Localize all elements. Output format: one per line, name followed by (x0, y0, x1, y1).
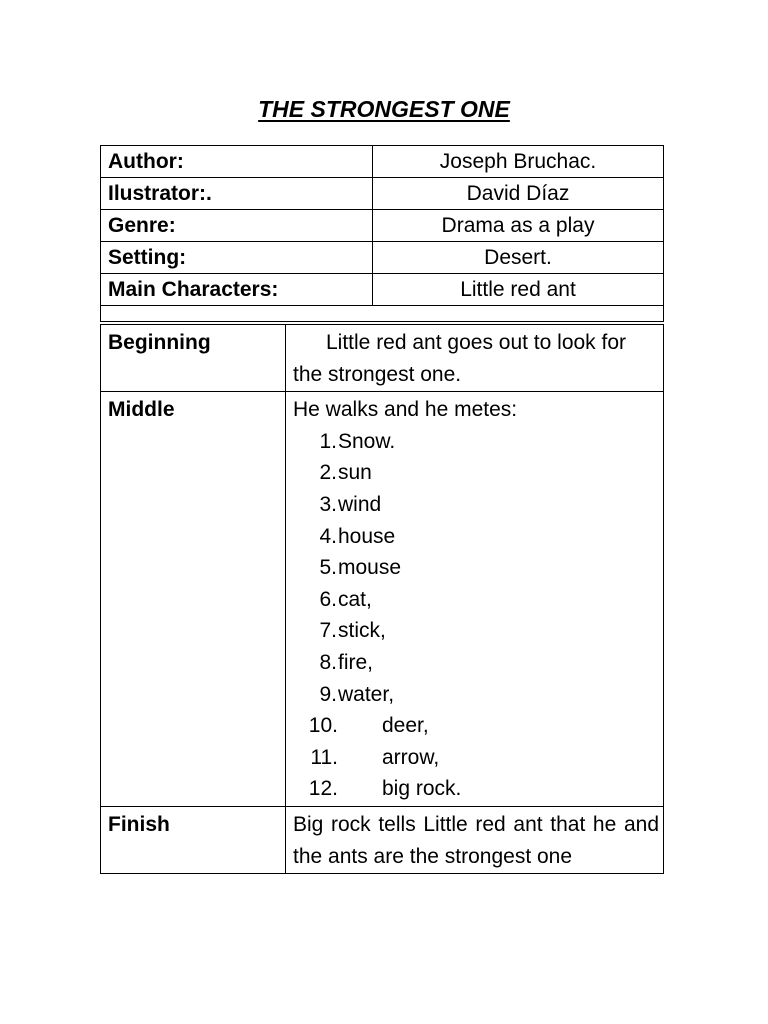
info-row-genre (101, 210, 664, 242)
list-number: 10. (308, 714, 338, 738)
story-label: Beginning (101, 325, 286, 392)
middle-content (286, 392, 664, 807)
list-item (293, 426, 659, 458)
info-row-author (101, 146, 664, 178)
info-label: Ilustrator:. (101, 178, 373, 210)
info-label: Author: (101, 146, 373, 178)
info-label: Setting: (101, 242, 373, 274)
list-text: mouse (338, 556, 402, 580)
list-number: 1. (319, 429, 337, 453)
list-text: fire, (338, 650, 374, 674)
story-row-beginning (101, 325, 664, 392)
list-text: house (338, 524, 396, 548)
info-label: Main Characters: (101, 274, 373, 306)
info-label: Genre: (101, 210, 373, 242)
story-label: Middle (101, 392, 286, 807)
info-row-setting (101, 242, 664, 274)
list-item (293, 742, 659, 774)
story-label: Finish (101, 806, 286, 873)
list-item (293, 584, 659, 616)
list-text: arrow, (382, 745, 440, 769)
list-number: 8. (319, 650, 337, 674)
empty-spacer-row (101, 306, 664, 322)
list-item (293, 679, 659, 711)
list-number: 4. (319, 524, 337, 548)
story-row-finish (101, 806, 664, 873)
list-number: 11. (310, 745, 338, 769)
list-number: 12. (308, 777, 338, 801)
info-value: David Díaz (373, 178, 664, 210)
list-item (293, 615, 659, 647)
list-item (293, 647, 659, 679)
list-number: 5. (319, 556, 337, 580)
list-item (293, 710, 659, 742)
list-text: Snow. (338, 429, 396, 453)
list-text: water, (338, 682, 395, 706)
list-number: 6. (319, 587, 337, 611)
story-structure-table (100, 324, 664, 874)
info-value: Joseph Bruchac. (373, 146, 664, 178)
book-info-table (100, 145, 664, 322)
list-item (293, 773, 659, 805)
list-number: 2. (319, 461, 337, 485)
list-number: 7. (319, 619, 337, 643)
list-number: 3. (319, 492, 337, 516)
list-text: deer, (382, 714, 429, 738)
list-item (293, 552, 659, 584)
list-text: cat, (338, 587, 372, 611)
info-value: Little red ant (373, 274, 664, 306)
story-row-middle (101, 392, 664, 807)
finish-text: Big rock tells Little red ant that he and the ants are the strongest one (286, 806, 664, 873)
list-text: sun (338, 461, 372, 485)
events-list (293, 426, 659, 805)
document-title: THE STRONGEST ONE (258, 96, 510, 122)
info-row-main-characters (101, 274, 664, 306)
info-value: Drama as a play (373, 210, 664, 242)
empty-cell (101, 306, 664, 322)
list-text: wind (338, 492, 382, 516)
list-number: 9. (319, 682, 337, 706)
list-item (293, 457, 659, 489)
list-item (293, 489, 659, 521)
list-text: big rock. (382, 777, 462, 801)
middle-intro: He walks and he metes: (293, 398, 518, 422)
info-value: Desert. (373, 242, 664, 274)
beginning-text: Little red ant goes out to look for the strongest one. (286, 325, 664, 392)
list-item (293, 521, 659, 553)
list-text: stick, (338, 619, 386, 643)
info-row-illustrator (101, 178, 664, 210)
